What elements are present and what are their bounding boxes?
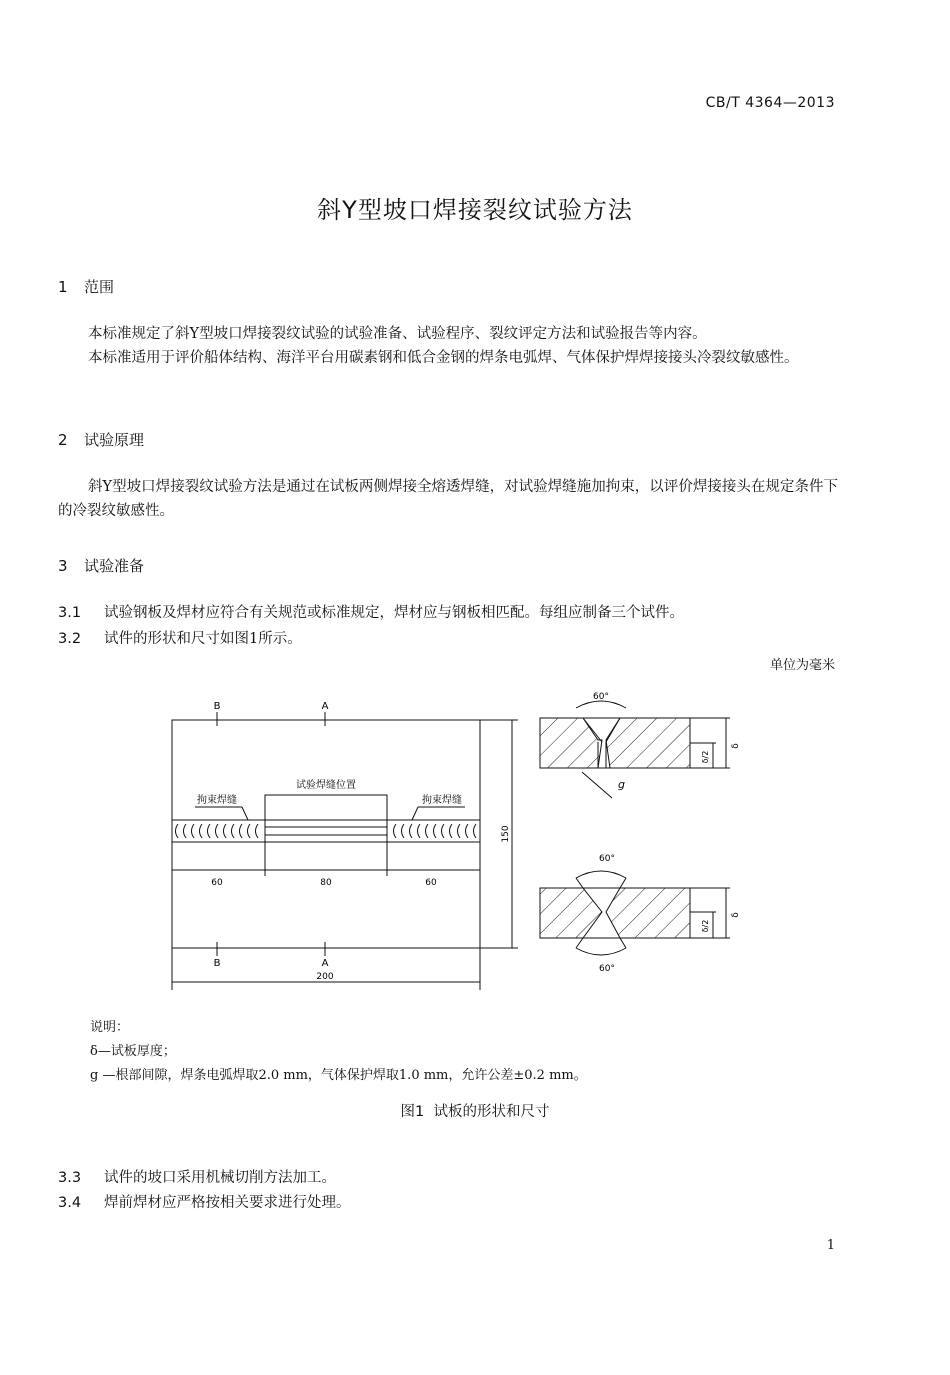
half-thickness-label-upper: δ/2 [701,750,710,764]
section-heading-scope [58,276,114,297]
page-number: 1 [826,1238,835,1253]
figure-caption [0,1100,950,1121]
paragraph-scope-1 [58,322,838,346]
paragraph-scope-2 [58,346,838,370]
thickness-label-lower: δ [731,912,741,918]
dimension-left: 60 [211,878,223,888]
half-thickness-label-lower: δ/2 [701,919,710,933]
subsection-text: 试验钢板及焊材应符合有关规范或标准规定，焊材应与钢板相匹配。每组应制备三个试件。 [104,605,684,621]
document-title: 斜Y型坡口焊接裂纹试验方法 [317,196,633,224]
groove-angle-lower-top: 60° [599,854,615,864]
section-mark-b-top: B [213,701,221,712]
section-number: 1 [58,278,68,296]
subsection-3-2 [58,627,302,648]
section-title: 范围 [84,278,115,296]
subsection-3-3 [58,1166,336,1187]
restraint-weld-label-left: 拘束焊缝 [197,795,237,806]
groove-angle-lower-bottom: 60° [599,964,615,974]
figure-specimen-drawing [150,690,850,1000]
dimension-middle: 80 [320,878,332,888]
paragraph-text: 本标准适用于评价船体结构、海洋平台用碳素钢和低合金钢的焊条电弧焊、气体保护焊焊接接头冷裂纹敏感性。 [88,350,799,366]
section-number: 3 [58,557,68,575]
section-mark-a-top: A [321,701,329,712]
paragraph-text: 斜Y型坡口焊接裂纹试验方法是通过在试板两侧焊接全熔透焊缝，对试验焊缝施加拘束，以评价焊接接头在规定条件下的冷裂纹敏感性。 [58,479,838,519]
paragraph-principle [58,475,838,523]
figure-title: 试板的形状和尺寸 [433,1104,550,1120]
thickness-label-upper: δ [731,743,741,749]
subsection-number: 3.3 [58,1170,82,1186]
restraint-weld-beads [176,824,477,838]
cross-section-lower [540,871,730,955]
subsection-number: 3.4 [58,1195,82,1211]
restraint-weld-label-right: 拘束焊缝 [422,795,462,806]
subsection-text: 试件的坡口采用机械切削方法加工。 [104,1170,336,1186]
groove-angle-upper: 60° [593,692,609,702]
note-delta: δ—试板厚度； [90,1044,176,1059]
subsection-number: 3.1 [58,605,82,621]
root-gap-label: g [618,778,625,791]
note-gap: g —根部间隙，焊条电弧焊取2.0 mm，气体保护焊取1.0 mm，允许公差±0.2 mm。 [90,1068,587,1083]
unit-note: 单位为毫米 [769,658,835,673]
plate-plan-view [172,712,518,990]
section-mark-b-bottom: B [213,958,221,969]
dimension-right: 60 [425,878,437,888]
section-heading-principle [58,429,144,450]
test-weld-label: 试验焊缝位置 [296,780,356,791]
section-title: 试验准备 [84,557,145,575]
section-number: 2 [58,431,68,449]
subsection-3-4 [58,1191,351,1212]
paragraph-text: 本标准规定了斜Y型坡口焊接裂纹试验的试验准备、试验程序、裂纹评定方法和试验报告等内容。 [88,326,707,342]
subsection-3-1 [58,601,684,622]
section-title: 试验原理 [84,431,145,449]
section-heading-preparation [58,555,144,576]
cross-section-upper [540,701,730,798]
section-mark-a-bottom: A [321,958,329,969]
notes-heading: 说明： [90,1020,130,1035]
figure-number: 图1 [400,1104,425,1120]
subsection-text: 焊前焊材应严格按相关要求进行处理。 [104,1195,351,1211]
subsection-text: 试件的形状和尺寸如图1所示。 [104,631,302,647]
standard-number: CB/T 4364—2013 [705,95,835,111]
dimension-width: 200 [316,972,334,982]
subsection-number: 3.2 [58,631,82,647]
dimension-height: 150 [501,825,511,843]
